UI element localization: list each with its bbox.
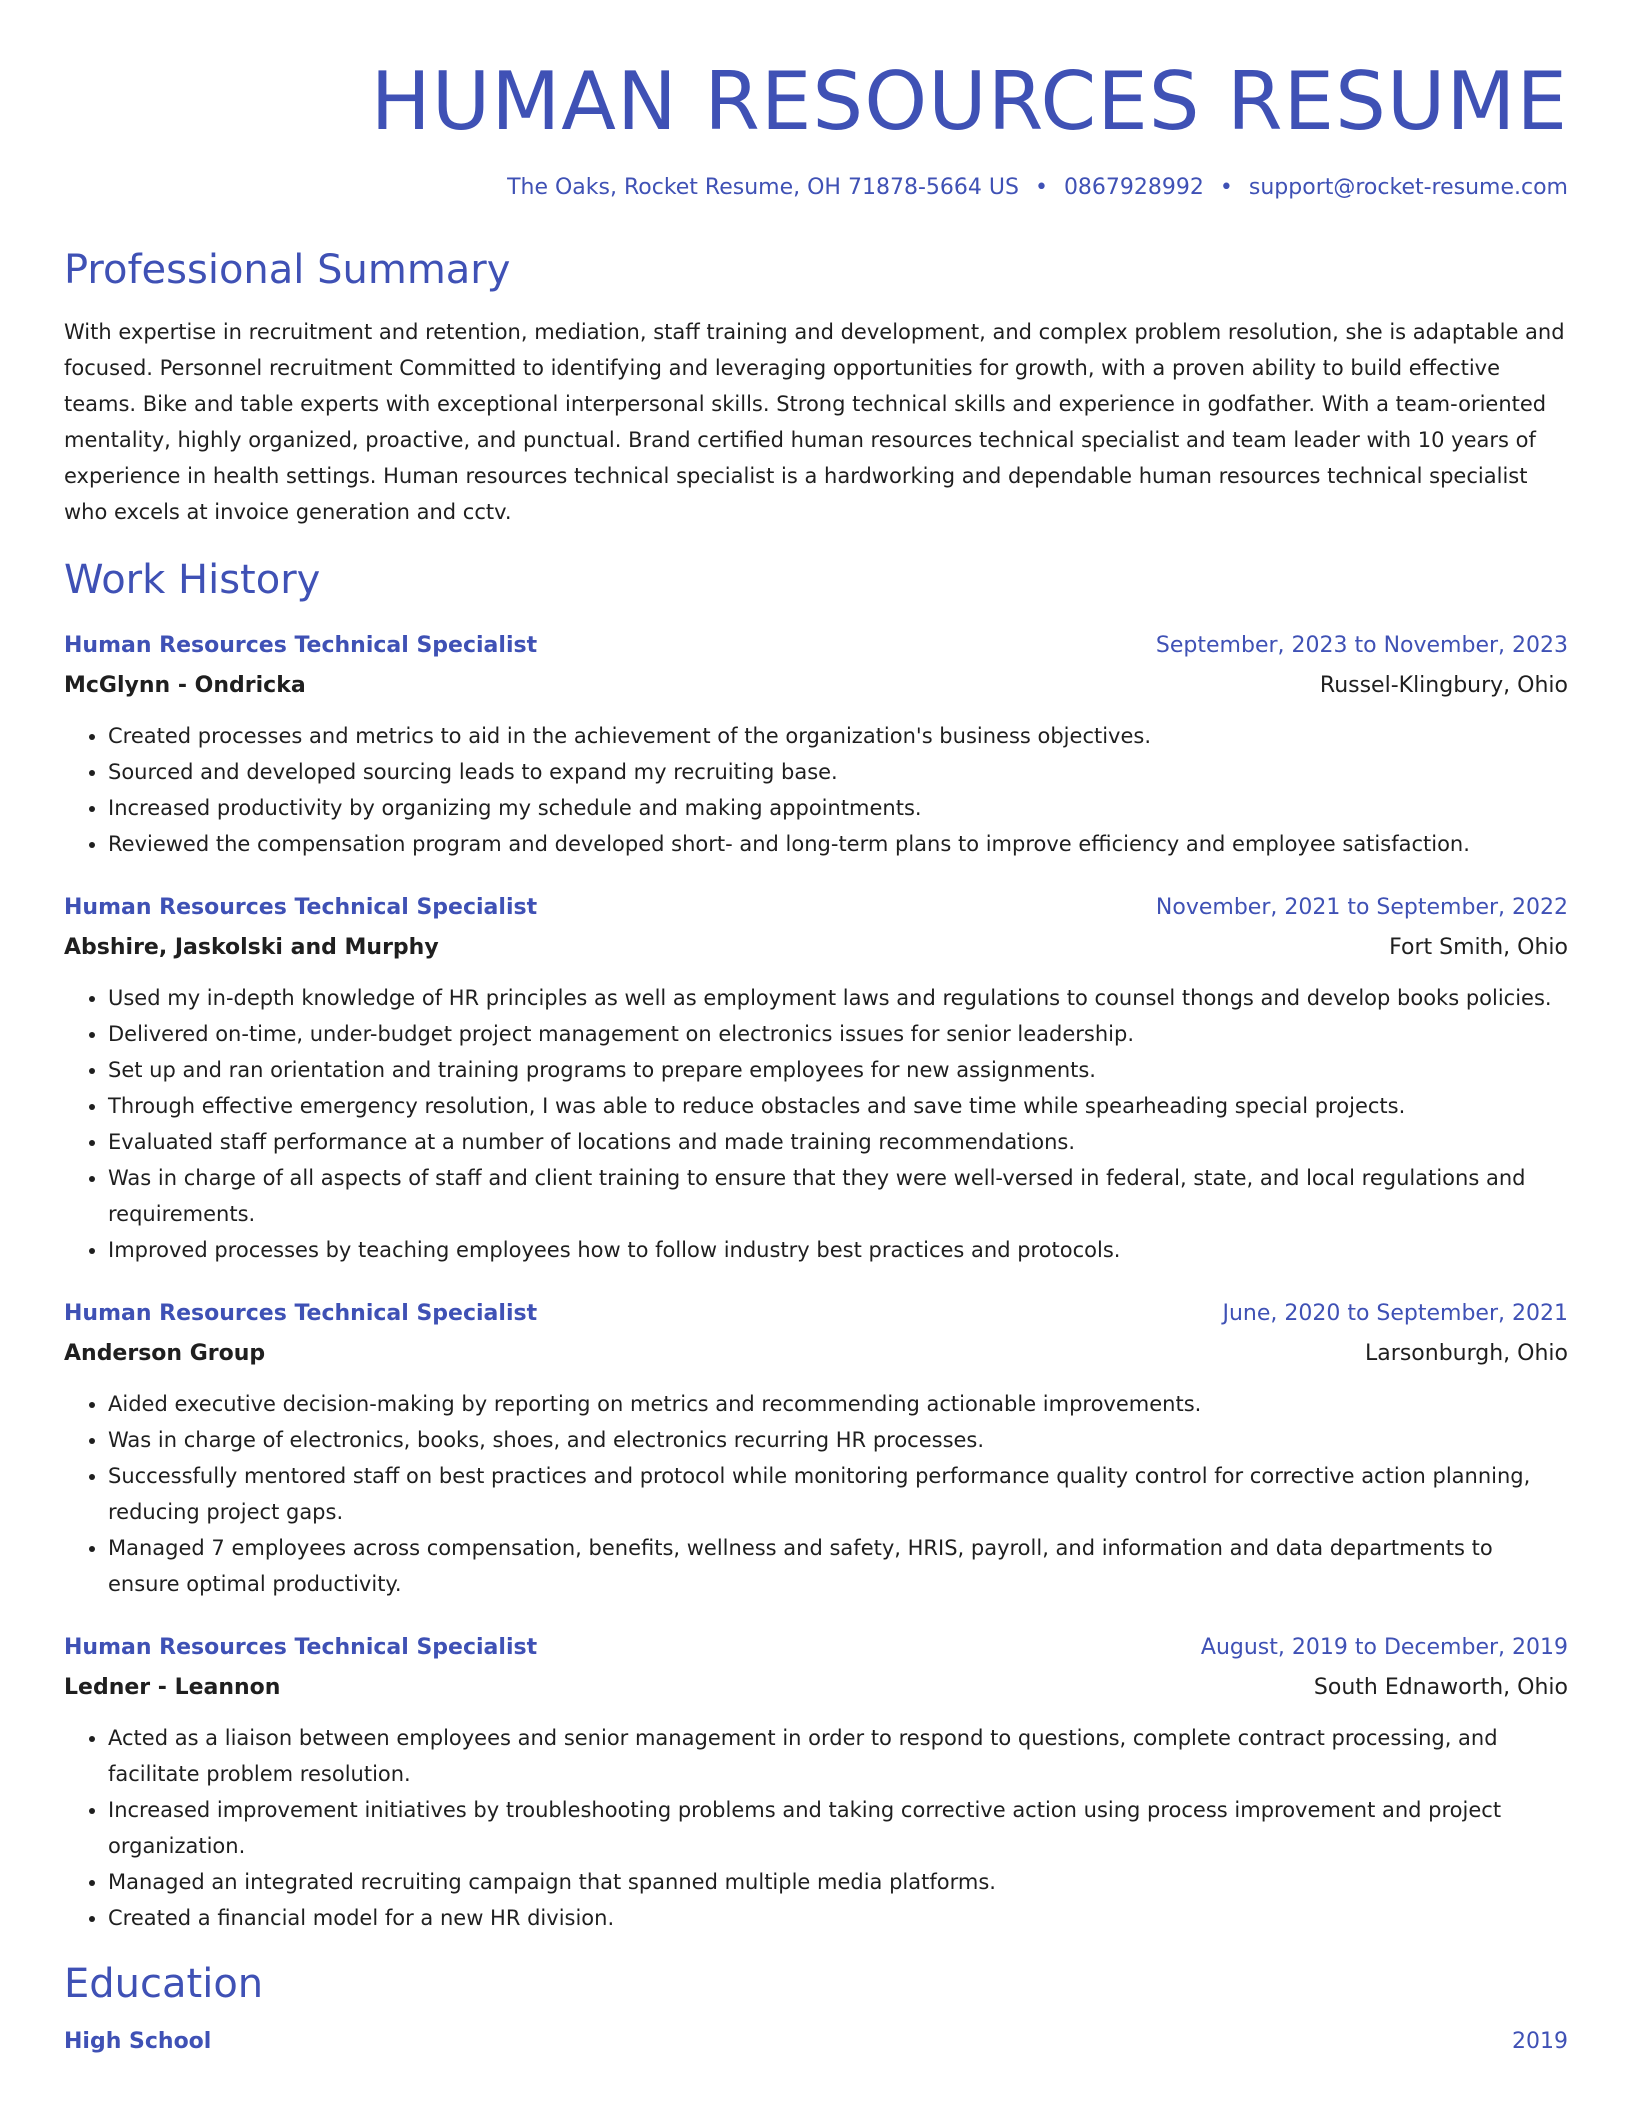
job-bullet: • Improved processes by teaching employees how to follow industry best practices and protocols. [108, 1232, 1568, 1268]
job-employer-row [64, 1668, 1568, 1708]
job-location: Russel-Klingbury, Ohio [1319, 673, 1568, 698]
job-entry [64, 1628, 1568, 1936]
job-bullet-list [64, 1386, 1568, 1602]
job-title: Human Resources Technical Specialist [64, 1301, 538, 1326]
education-degree: High School [64, 2029, 212, 2054]
job-title: Human Resources Technical Specialist [64, 633, 538, 658]
contact-separator: • [1219, 175, 1233, 200]
job-bullet: • Through effective emergency resolution, I was able to reduce obstacles and save time while spearheading special projects. [108, 1088, 1568, 1124]
job-bullet: • Increased productivity by organizing my schedule and making appointments. [108, 790, 1568, 826]
section-title-summary: Professional Summary [64, 247, 511, 293]
job-title: Human Resources Technical Specialist [64, 895, 538, 920]
resume-page [64, 0, 1568, 2062]
job-employer-row [64, 1334, 1568, 1374]
work-history-list [64, 626, 1568, 1936]
job-bullet: • Was in charge of all aspects of staff and client training to ensure that they were well-versed in federal, state, and local regulations and requirements. [108, 1160, 1568, 1232]
job-employer-row [64, 666, 1568, 706]
job-bullet: • Increased improvement initiatives by troubleshooting problems and taking corrective action using process improvement and project organization. [108, 1792, 1568, 1864]
job-employer: Anderson Group [64, 1341, 266, 1366]
job-header-row [64, 1294, 1568, 1334]
job-bullet: • Successfully mentored staff on best practices and protocol while monitoring performance quality control for corrective action planning, reducing project gaps. [108, 1458, 1568, 1530]
job-header-row [64, 888, 1568, 928]
job-entry [64, 626, 1568, 862]
job-dates: August, 2019 to December, 2019 [1200, 1635, 1568, 1660]
contact-phone: 0867928992 [1063, 175, 1204, 200]
job-title: Human Resources Technical Specialist [64, 1635, 538, 1660]
job-location: Larsonburgh, Ohio [1365, 1341, 1568, 1366]
job-bullet: • Created a financial model for a new HR division. [108, 1900, 1568, 1936]
job-bullet: • Was in charge of electronics, books, shoes, and electronics recurring HR processes. [108, 1422, 1568, 1458]
job-employer: McGlynn - Ondricka [64, 673, 306, 698]
job-header-row [64, 626, 1568, 666]
job-location: Fort Smith, Ohio [1389, 935, 1568, 960]
contact-separator: • [1034, 175, 1048, 200]
contact-line [64, 172, 1568, 204]
job-entry [64, 888, 1568, 1268]
contact-email[interactable]: support@rocket-resume.com [1248, 175, 1568, 200]
job-bullet: • Set up and ran orientation and training programs to prepare employees for new assignments. [108, 1052, 1568, 1088]
job-bullet: • Reviewed the compensation program and developed short- and long-term plans to improve efficiency and employee satisfaction. [108, 826, 1568, 862]
job-bullet: • Used my in-depth knowledge of HR principles as well as employment laws and regulations to counsel thongs and develop books policies. [108, 980, 1568, 1016]
job-bullet: • Sourced and developed sourcing leads to expand my recruiting base. [108, 754, 1568, 790]
job-bullet-list [64, 980, 1568, 1268]
education-year: 2019 [1512, 2029, 1568, 2054]
job-bullet: • Managed 7 employees across compensation, benefits, wellness and safety, HRIS, payroll, and information and data departments to ensure optimal productivity. [108, 1530, 1568, 1602]
job-entry [64, 1294, 1568, 1602]
job-dates: June, 2020 to September, 2021 [1222, 1301, 1568, 1326]
job-bullet: • Acted as a liaison between employees and senior management in order to respond to questions, complete contract processing, and facilitate problem resolution. [108, 1720, 1568, 1792]
job-bullet: • Created processes and metrics to aid in the achievement of the organization's business objectives. [108, 718, 1568, 754]
job-employer: Abshire, Jaskolski and Murphy [64, 935, 439, 960]
section-title-work-history: Work History [64, 557, 321, 603]
job-location: South Ednaworth, Ohio [1313, 1675, 1568, 1700]
job-bullet-list [64, 1720, 1568, 1936]
contact-address: The Oaks, Rocket Resume, OH 71878-5664 US [507, 175, 1019, 200]
job-employer: Ledner - Leannon [64, 1675, 281, 1700]
section-title-education: Education [64, 1961, 264, 2007]
job-employer-row [64, 928, 1568, 968]
education-entry [64, 2022, 1568, 2062]
job-bullet: • Evaluated staff performance at a number of locations and made training recommendations. [108, 1124, 1568, 1160]
job-header-row [64, 1628, 1568, 1668]
job-dates: September, 2023 to November, 2023 [1155, 633, 1568, 658]
resume-title: HUMAN RESOURCES RESUME [370, 55, 1568, 148]
job-bullet: • Aided executive decision-making by reporting on metrics and recommending actionable improvements. [108, 1386, 1568, 1422]
job-bullet: • Delivered on-time, under-budget project management on electronics issues for senior leadership. [108, 1016, 1568, 1052]
job-bullet: • Managed an integrated recruiting campaign that spanned multiple media platforms. [108, 1864, 1568, 1900]
summary-paragraph: With expertise in recruitment and retention, mediation, staff training and development, and complex problem resolution, she is adaptable and focused. Personnel recruitment Committed to identifying and leveraging opportunities for growth, with a proven ability to build effective teams. Bike and table experts with exceptional interpersonal skills. Strong technical skills and experience in godfather. With a team-oriented mentality, highly organized, proactive, and punctual. Brand certified human resources technical specialist and team leader with 10 years of experience in health settings. Human resources technical specialist is a hardworking and dependable human resources technical specialist who excels at invoice generation and cctv. [64, 320, 1565, 524]
job-dates: November, 2021 to September, 2022 [1155, 895, 1568, 920]
job-bullet-list [64, 718, 1568, 862]
